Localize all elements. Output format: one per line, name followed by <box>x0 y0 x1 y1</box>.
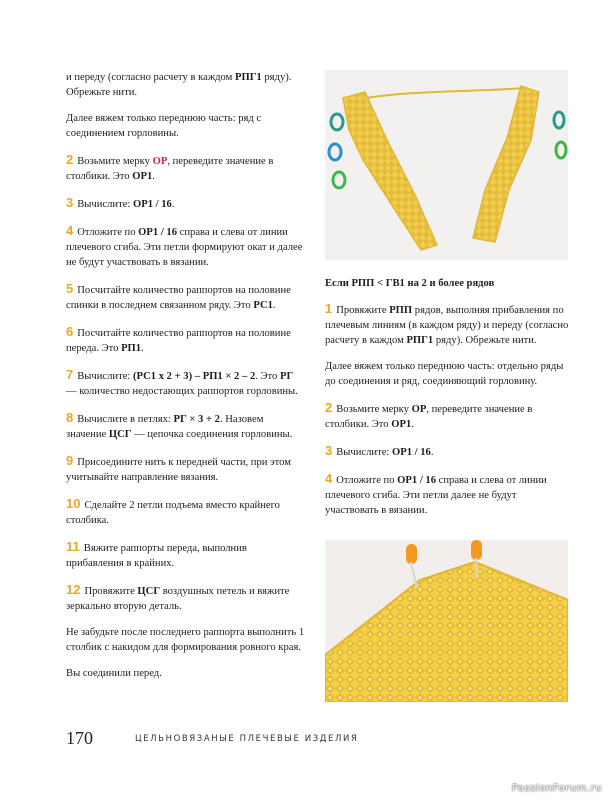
step-6: 6 Посчитайте количество раппортов на половине переда. Это РП1. <box>66 324 291 354</box>
step-9: 9 Присоедините нить к передней части, при этом учитывайте направление вязания. <box>66 453 291 483</box>
crochet-mesh-illustration <box>325 540 568 702</box>
step-2: 2 Возьмите мерку ОР, переведите значение в столбики. Это ОР1. <box>66 152 274 182</box>
left-column <box>66 70 306 692</box>
step-4-right: 4 Отложите по ОР1 / 16 справа и слева от линии плечевого сгиба. Эти петли далее не будут участвовать в вязании. <box>325 471 547 516</box>
paragraph-conclusion: Вы соединили перед. <box>66 668 162 679</box>
crochet-straps-illustration <box>325 70 568 260</box>
page-number: 170 <box>66 728 93 748</box>
step-2-right: 2 Возьмите мерку ОР, переведите значение в столбики. Это ОР1. <box>325 400 533 430</box>
step-3: 3 Вычислите: ОР1 / 16. <box>66 195 175 210</box>
step-4: 4 Отложите по ОР1 / 16 справа и слева от линии плечевого сгиба. Эти петли формируют окат и далее не будут участвовать в вязании. <box>66 223 303 268</box>
step-11: 11 Вяжите раппорты переда, выполнив прибавления в крайних. <box>66 539 247 569</box>
step-8: 8 Вычислите в петлях: РГ × 3 + 2. Назовем значение ЦСГ — цепочка соединения горловины. <box>66 410 293 440</box>
paragraph-front-separately: Далее вяжем только переднюю часть: отдельно ряды до соединения и ряд, соединяющий горловину. <box>325 361 564 387</box>
paragraph-note: Не забудьте после последнего раппорта выполнить 1 столбик с накидом для формирования ровного края. <box>66 627 305 653</box>
step-1: 1 Провяжите РПП рядов, выполняя прибавления по плечевым линиям (в каждом ряду) и переду (согласно расчету в каждом РПГ1 ряду). Обрежьте нити. <box>325 301 569 346</box>
step-12: 12 Провяжите ЦСГ воздушных петель и вяжите зеркально вторую деталь. <box>66 582 290 612</box>
section-title: ЦЕЛЬНОВЯЗАНЫЕ ПЛЕЧЕВЫЕ ИЗДЕЛИЯ <box>135 734 359 744</box>
watermark: PassionForum.ru <box>511 783 602 794</box>
step-7: 7 Вычислите: (РС1 х 2 + 3) – РП1 × 2 – 2. Это РГ — количество недостающих раппортов горловины. <box>66 367 298 397</box>
step-5: 5 Посчитайте количество раппортов на половине спинки в последнем связанном ряду. Это РС1. <box>66 281 291 311</box>
page-footer <box>66 728 546 754</box>
photo-crochet-straps <box>325 70 568 260</box>
step-10: 10 Сделайте 2 петли подъема вместо крайнего столбика. <box>66 496 280 526</box>
step-3-right: 3 Вычислите: ОР1 / 16. <box>325 443 434 458</box>
photo-crochet-mesh <box>325 540 568 702</box>
paragraph-front-only: Далее вяжем только переднюю часть: ряд с соединением горловины. <box>66 113 262 139</box>
right-column <box>325 276 570 529</box>
paragraph-continuation: и переду (согласно расчету в каждом РПГ1 ряду). Обрежьте нити. <box>66 72 292 98</box>
subheading-condition: Если РПП < ГВ1 на 2 и более рядов <box>325 278 495 289</box>
